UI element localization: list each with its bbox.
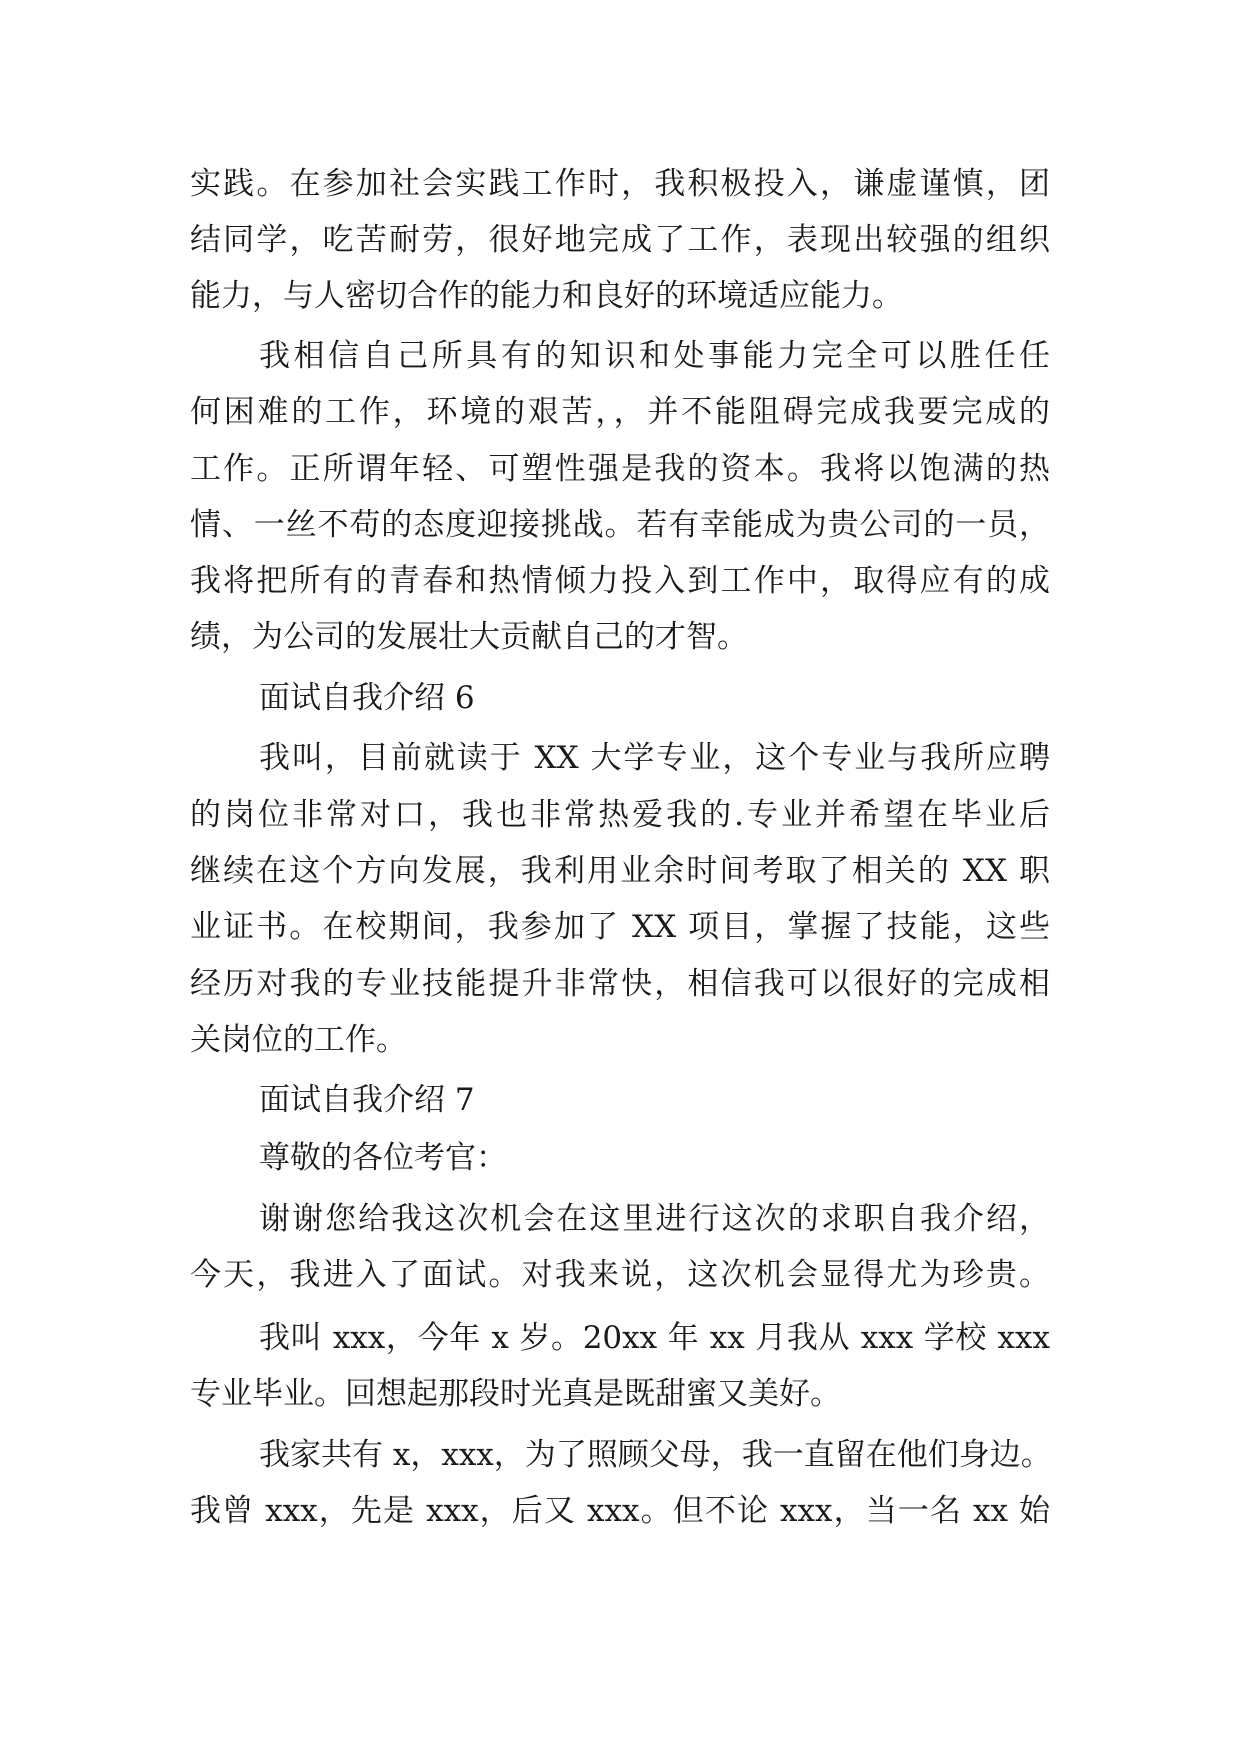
body-text-line: 能力，与人密切合作的能力和良好的环境适应能力。 — [190, 278, 903, 314]
body-text-line: 专业毕业。回想起那段时光真是既甜蜜又美好。 — [190, 1376, 841, 1412]
body-text-line: 我叫 xxx，今年 x 岁。20xx 年 xx 月我从 xxx 学校 xxx — [259, 1320, 1050, 1356]
body-text-line: 谢谢您给我这次机会在这里进行这次的求职自我介绍， — [259, 1201, 1050, 1237]
body-text-line: 我将把所有的青春和热情倾力投入到工作中，取得应有的成 — [190, 563, 1050, 599]
body-text-line: 绩，为公司的发展壮大贡献自己的才智。 — [190, 619, 748, 655]
body-text-line: 我曾 xxx，先是 xxx，后又 xxx。但不论 xxx，当一名 xx 始 — [190, 1493, 1050, 1529]
body-text-line: 工作。正所谓年轻、可塑性强是我的资本。我将以饱满的热 — [190, 451, 1050, 487]
salutation: 尊敬的各位考官： — [259, 1140, 507, 1176]
body-text-line: 结同学，吃苦耐劳，很好地完成了工作，表现出较强的组织 — [190, 222, 1050, 258]
section-heading: 面试自我介绍 7 — [259, 1082, 475, 1118]
body-text-line: 何困难的工作，环境的艰苦，，并不能阻碍完成我要完成的 — [190, 394, 1050, 430]
body-text-line: 实践。在参加社会实践工作时，我积极投入，谦虚谨慎，团 — [190, 166, 1050, 202]
body-text-line: 情、一丝不苟的态度迎接挑战。若有幸能成为贵公司的一员， — [190, 507, 1050, 543]
section-heading: 面试自我介绍 6 — [259, 680, 475, 716]
body-text-line: 经历对我的专业技能提升非常快，相信我可以很好的完成相 — [190, 966, 1050, 1002]
body-text-line: 关岗位的工作。 — [190, 1022, 407, 1058]
body-text-line: 业证书。在校期间，我参加了 XX 项目，掌握了技能，这些 — [190, 909, 1050, 945]
body-text-line: 今天，我进入了面试。对我来说，这次机会显得尤为珍贵。 — [190, 1257, 1050, 1293]
body-text-line: 继续在这个方向发展，我利用业余时间考取了相关的 XX 职 — [190, 853, 1050, 889]
body-text-line: 的岗位非常对口，我也非常热爱我的.专业并希望在毕业后 — [190, 797, 1050, 833]
body-text-line: 我相信自己所具有的知识和处事能力完全可以胜任任 — [259, 338, 1050, 374]
body-text-line: 我叫，目前就读于 XX 大学专业，这个专业与我所应聘 — [259, 740, 1050, 776]
body-text-line: 我家共有 x，xxx，为了照顾父母，我一直留在他们身边。 — [259, 1437, 1052, 1473]
